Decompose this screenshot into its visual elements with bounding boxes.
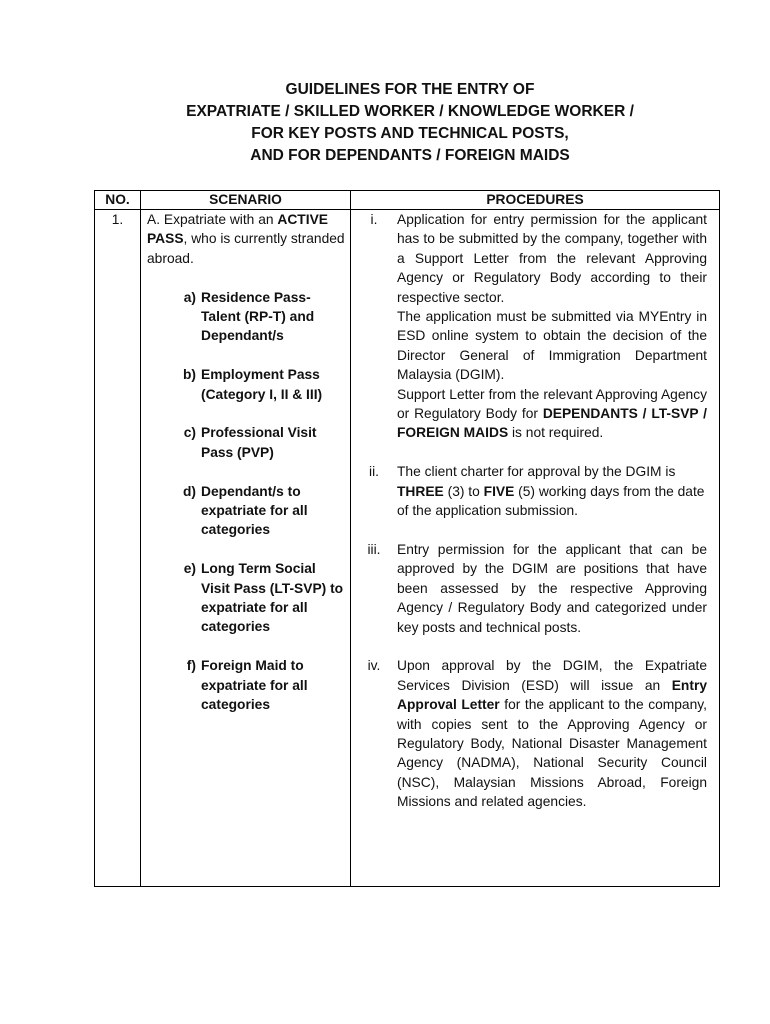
procedure-item — [351, 540, 719, 637]
procedure-text — [397, 656, 707, 811]
title-line: AND FOR DEPENDANTS / FOREIGN MAIDS — [250, 147, 570, 164]
scenario-intro-bold: ACTIVE PASS — [147, 212, 328, 247]
guidelines-table — [94, 190, 720, 887]
procedure-number: iii. — [367, 541, 381, 557]
scenario-cell — [141, 210, 351, 887]
sub-item-text: Professional Visit Pass (PVP) — [201, 425, 317, 460]
scenario-intro-text-end: , who is currently stranded abroad. — [147, 231, 345, 266]
table-row — [95, 210, 720, 887]
procedure-text-part: The client charter for approval by the DGIM is — [397, 464, 676, 480]
scenario-intro — [147, 210, 346, 268]
sub-item-label: e) — [183, 561, 196, 577]
procedure-text-bold: DEPENDANTS / LT-SVP / FOREIGN MAIDS — [397, 406, 708, 441]
scenario-sub-item — [147, 365, 346, 404]
document-title — [100, 79, 720, 167]
scenario-sub-item — [147, 288, 346, 346]
procedure-item — [351, 210, 719, 443]
procedure-text-part: (5) working days from the date of the application submission. — [397, 483, 705, 519]
procedure-number: iv. — [367, 658, 381, 674]
sub-item-label: b) — [182, 367, 196, 383]
title-line: FOR KEY POSTS AND TECHNICAL POSTS, — [251, 125, 569, 142]
procedure-text-bold: THREE — [397, 483, 444, 499]
procedure-text: Entry permission for the applicant that can be approved by the DGIM are positions that have been assessed by the respective Approving Agency / Regulatory Body and categorized under key posts and technical posts. — [397, 541, 707, 635]
procedure-text: The application must be submitted via MYEntry in ESD online system to obtain the decision of the Director General of Immigration Department Malaysia (DGIM). — [397, 309, 707, 383]
title-line: GUIDELINES FOR THE ENTRY OF — [285, 81, 535, 98]
procedure-text-part: Support Letter from the relevant Approving Agency or Regulatory Body for — [397, 386, 707, 422]
sub-item-label: f) — [186, 658, 196, 674]
procedure-text-bold: FIVE — [483, 483, 515, 499]
table-header-row — [95, 191, 720, 210]
sub-item-label: a) — [183, 289, 196, 305]
procedures-cell — [351, 210, 720, 887]
procedure-text-part: for the applicant to the company, with copies sent to the Approving Agency or Regulatory Body, National Disaster Management Agency (NADMA), National Security Council (NSC), Malaysian Missions Abroad, Foreign Missions and related agencies. — [397, 697, 707, 810]
sub-item-text: Foreign Maid to expatriate for all categories — [201, 658, 308, 713]
procedure-item — [351, 656, 719, 811]
sub-item-label: d) — [182, 483, 196, 499]
row-number: 1. — [95, 210, 141, 887]
procedure-text-bold: Entry Approval Letter — [397, 677, 707, 713]
procedure-text — [397, 385, 707, 443]
procedure-item — [351, 462, 719, 520]
header-procedures: PROCEDURES — [351, 191, 720, 210]
header-no: NO. — [95, 191, 141, 210]
scenario-intro-text: A. Expatriate with an — [147, 212, 278, 227]
scenario-sub-item — [147, 656, 346, 714]
scenario-sub-item — [147, 423, 346, 462]
title-line: EXPATRIATE / SKILLED WORKER / KNOWLEDGE WORKER / — [186, 103, 634, 120]
procedure-text-part: is not required. — [508, 425, 604, 441]
procedure-text-part: Upon approval by the DGIM, the Expatriate Services Division (ESD) will issue an — [397, 658, 707, 693]
procedure-text — [397, 462, 707, 520]
sub-item-text: Long Term Social Visit Pass (LT-SVP) to expatriate for all categories — [201, 561, 344, 635]
procedure-number: ii. — [369, 464, 379, 480]
sub-item-text: Dependant/s to expatriate for all categories — [201, 483, 308, 538]
sub-item-text: Employment Pass (Category I, II & III) — [201, 367, 323, 402]
procedure-text-part: (3) to — [443, 483, 484, 499]
sub-item-text: Residence Pass-Talent (RP-T) and Dependant/s — [201, 289, 315, 344]
header-scenario: SCENARIO — [141, 191, 351, 210]
sub-item-label: c) — [183, 425, 196, 441]
procedure-text: Application for entry permission for the applicant has to be submitted by the company, together with a Support Letter from the relevant Approving Agency or Regulatory Body according to their respective sector. — [397, 212, 707, 305]
scenario-sub-item — [147, 482, 346, 540]
scenario-sub-item — [147, 559, 346, 637]
procedure-number: i. — [370, 212, 378, 227]
